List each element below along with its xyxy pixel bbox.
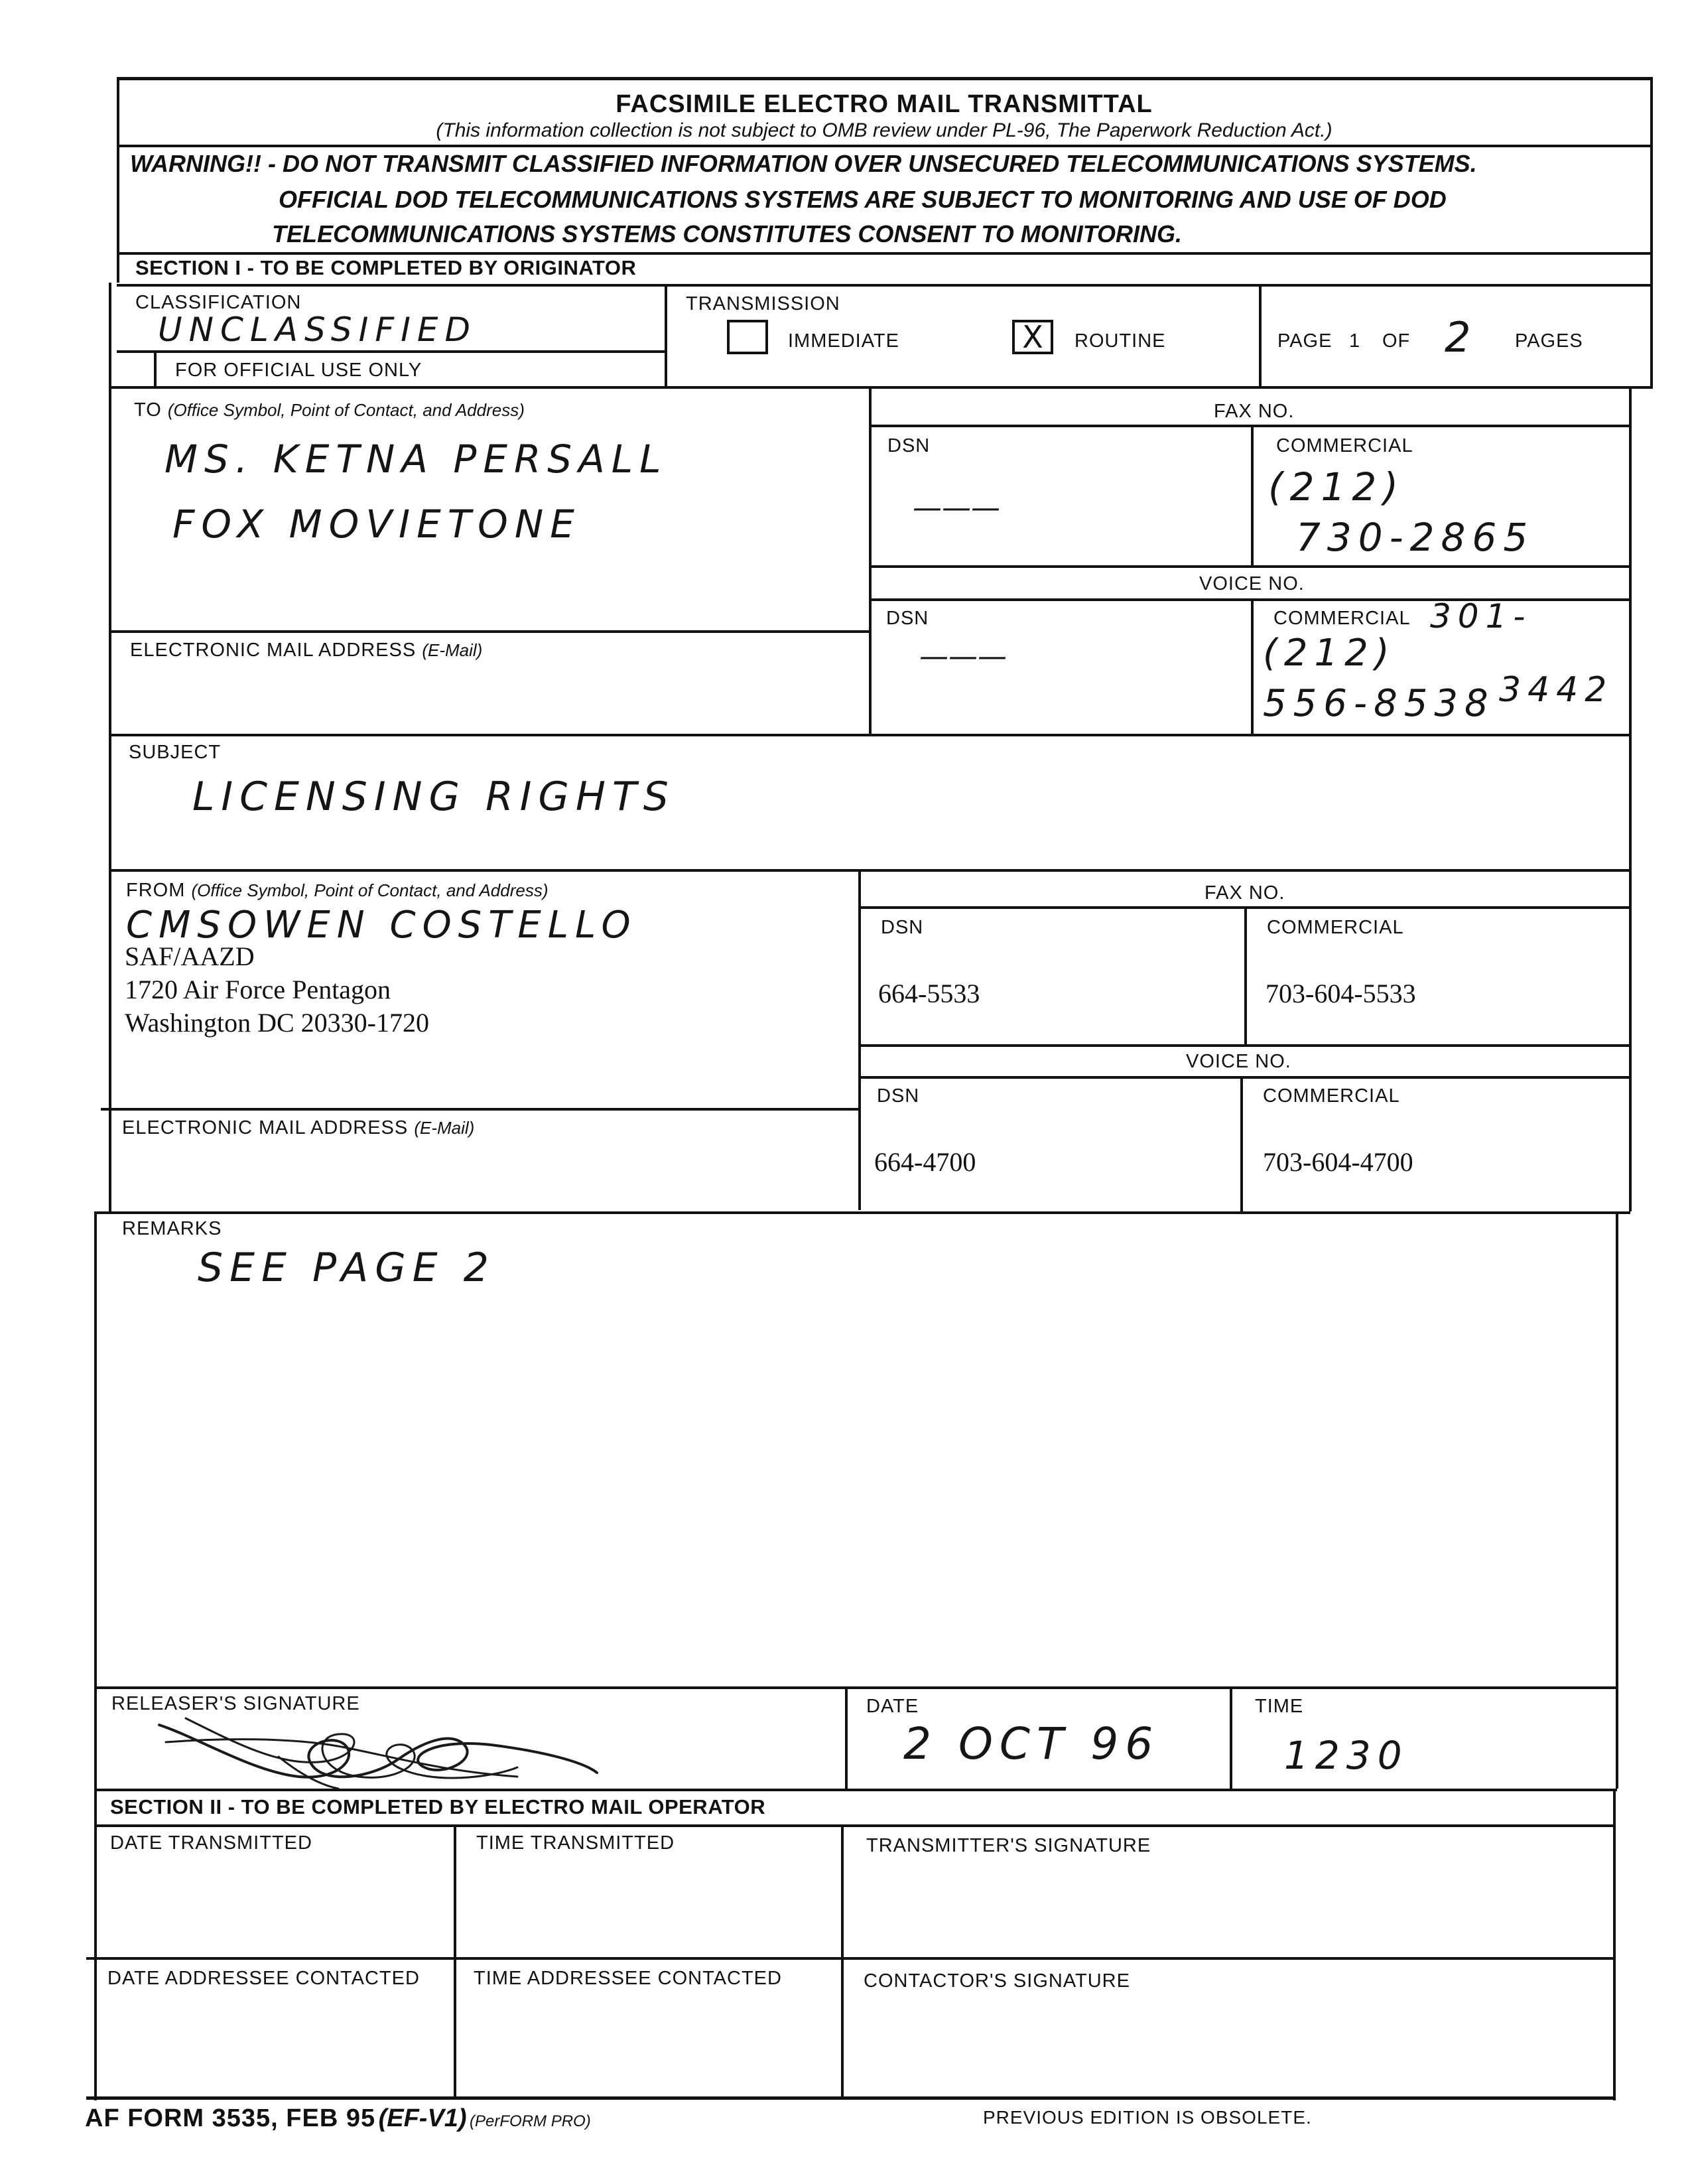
- obsolete-note: PREVIOUS EDITION IS OBSOLETE.: [983, 2107, 1312, 2128]
- form-id: [85, 2104, 591, 2133]
- to-voice-dsn-value[interactable]: ———: [919, 640, 1007, 673]
- section-1-heading: SECTION I - TO BE COMPLETED BY ORIGINATOR: [135, 256, 637, 279]
- to-voice-title: VOICE NO.: [1199, 573, 1305, 594]
- from-fax-commercial-value[interactable]: 703-604-5533: [1266, 979, 1416, 1008]
- to-voice-commercial-label: COMMERCIAL: [1273, 608, 1411, 629]
- time-label: TIME: [1255, 1696, 1304, 1717]
- from-email-label-text: ELECTRONIC MAIL ADDRESS: [122, 1117, 409, 1138]
- to-recipient-org[interactable]: FOX MOVIETONE: [172, 502, 581, 547]
- to-fax-commercial-number[interactable]: 730-2865: [1296, 515, 1535, 560]
- page-label: PAGE: [1277, 330, 1332, 352]
- releaser-signature[interactable]: [146, 1698, 610, 1791]
- from-voice-dsn-value[interactable]: 664-4700: [874, 1147, 976, 1177]
- classification-label: CLASSIFICATION: [135, 292, 302, 313]
- to-fax-commercial-area[interactable]: (212): [1268, 464, 1405, 510]
- remarks-value[interactable]: SEE PAGE 2: [198, 1245, 495, 1291]
- to-voice-commercial-extra[interactable]: 301-: [1430, 597, 1532, 636]
- fouo-label: FOR OFFICIAL USE ONLY: [175, 360, 422, 381]
- of-label: OF: [1382, 330, 1411, 352]
- form-title: FACSIMILE ELECTRO MAIL TRANSMITTAL: [616, 90, 1153, 118]
- form-number: AF FORM 3535, FEB 95: [85, 2104, 376, 2132]
- to-label-text: TO: [134, 399, 162, 421]
- routine-label: ROUTINE: [1074, 330, 1166, 352]
- from-email-label-note: (E-Mail): [414, 1118, 475, 1138]
- to-recipient-name[interactable]: MS. KETNA PERSALL: [164, 437, 668, 482]
- to-email-label: [130, 640, 482, 661]
- pages-label: PAGES: [1515, 330, 1583, 352]
- to-voice-dsn-label: DSN: [886, 608, 929, 629]
- subject-value[interactable]: LICENSING RIGHTS: [192, 774, 675, 820]
- immediate-checkbox[interactable]: [727, 320, 768, 354]
- remarks-label: REMARKS: [122, 1218, 222, 1239]
- to-label-note: (Office Symbol, Point of Contact, and Address): [167, 400, 525, 420]
- from-fax-dsn-label: DSN: [881, 917, 924, 938]
- warning-line-2: OFFICIAL DOD TELECOMMUNICATIONS SYSTEMS ARE SUBJECT TO MONITORING AND USE OF DOD: [279, 186, 1447, 213]
- time-contacted-label: TIME ADDRESSEE CONTACTED: [474, 1968, 782, 1989]
- routine-checkbox[interactable]: [1012, 320, 1053, 354]
- classification-value[interactable]: UNCLASSIFIED: [158, 310, 478, 349]
- to-voice-commercial-area[interactable]: (212): [1263, 632, 1396, 675]
- from-address-line: 1720 Air Force Pentagon: [125, 975, 391, 1004]
- transmitter-signature-label: TRANSMITTER'S SIGNATURE: [866, 1835, 1151, 1856]
- to-email-label-note: (E-Mail): [422, 640, 483, 660]
- transmission-label: TRANSMISSION: [686, 293, 840, 314]
- contactor-signature-label: CONTACTOR'S SIGNATURE: [864, 1970, 1130, 1992]
- date-value[interactable]: 2 OCT 96: [903, 1718, 1160, 1769]
- from-email-label: [122, 1117, 474, 1139]
- date-transmitted-label: DATE TRANSMITTED: [110, 1832, 312, 1854]
- from-label: [126, 880, 549, 902]
- page-number: 1: [1349, 330, 1361, 352]
- date-contacted-label: DATE ADDRESSEE CONTACTED: [107, 1968, 420, 1989]
- warning-line-1: WARNING!! - DO NOT TRANSMIT CLASSIFIED INFORMATION OVER UNSECURED TELECOMMUNICATIONS SYSTEMS.: [130, 150, 1477, 177]
- from-office: SAF/AAZD: [125, 941, 255, 971]
- routine-check-mark: X: [1022, 319, 1043, 355]
- from-city-line: Washington DC 20330-1720: [125, 1008, 429, 1038]
- subject-label: SUBJECT: [129, 742, 222, 763]
- releaser-signature-label: RELEASER'S SIGNATURE: [111, 1693, 360, 1714]
- from-voice-commercial-value[interactable]: 703-604-4700: [1263, 1147, 1413, 1177]
- time-transmitted-label: TIME TRANSMITTED: [476, 1832, 675, 1854]
- to-voice-commercial-number[interactable]: 556-8538: [1263, 682, 1495, 725]
- from-label-text: FROM: [126, 880, 186, 901]
- date-label: DATE: [866, 1696, 919, 1717]
- total-pages[interactable]: 2: [1445, 313, 1478, 362]
- from-voice-dsn-label: DSN: [877, 1085, 920, 1107]
- to-label: [134, 399, 525, 421]
- to-fax-title: FAX NO.: [1214, 401, 1295, 422]
- form-subtitle: (This information collection is not subject to OMB review under PL-96, The Paperwork Reduction Act.): [436, 119, 1332, 141]
- from-fax-dsn-value[interactable]: 664-5533: [878, 979, 980, 1008]
- from-name[interactable]: CMSOWEN COSTELLO: [126, 904, 637, 947]
- warning-line-3: TELECOMMUNICATIONS SYSTEMS CONSTITUTES CONSENT TO MONITORING.: [272, 220, 1183, 247]
- from-fax-title: FAX NO.: [1204, 882, 1285, 904]
- time-value[interactable]: 1230: [1284, 1733, 1409, 1778]
- form-software: (PerFORM PRO): [470, 2112, 591, 2130]
- form-version: (EF-V1): [378, 2104, 467, 2132]
- immediate-label: IMMEDIATE: [788, 330, 899, 352]
- from-label-note: (Office Symbol, Point of Contact, and Address): [191, 880, 549, 900]
- to-email-label-text: ELECTRONIC MAIL ADDRESS: [130, 640, 417, 661]
- from-voice-commercial-label: COMMERCIAL: [1263, 1085, 1400, 1107]
- to-fax-commercial-label: COMMERCIAL: [1276, 435, 1413, 456]
- to-voice-commercial-extra-2[interactable]: 3442: [1499, 670, 1614, 710]
- from-fax-commercial-label: COMMERCIAL: [1267, 917, 1404, 938]
- from-voice-title: VOICE NO.: [1186, 1051, 1291, 1072]
- to-fax-dsn-value[interactable]: ———: [913, 491, 1000, 525]
- section-2-heading: SECTION II - TO BE COMPLETED BY ELECTRO MAIL OPERATOR: [110, 1795, 766, 1818]
- to-fax-dsn-label: DSN: [887, 435, 931, 456]
